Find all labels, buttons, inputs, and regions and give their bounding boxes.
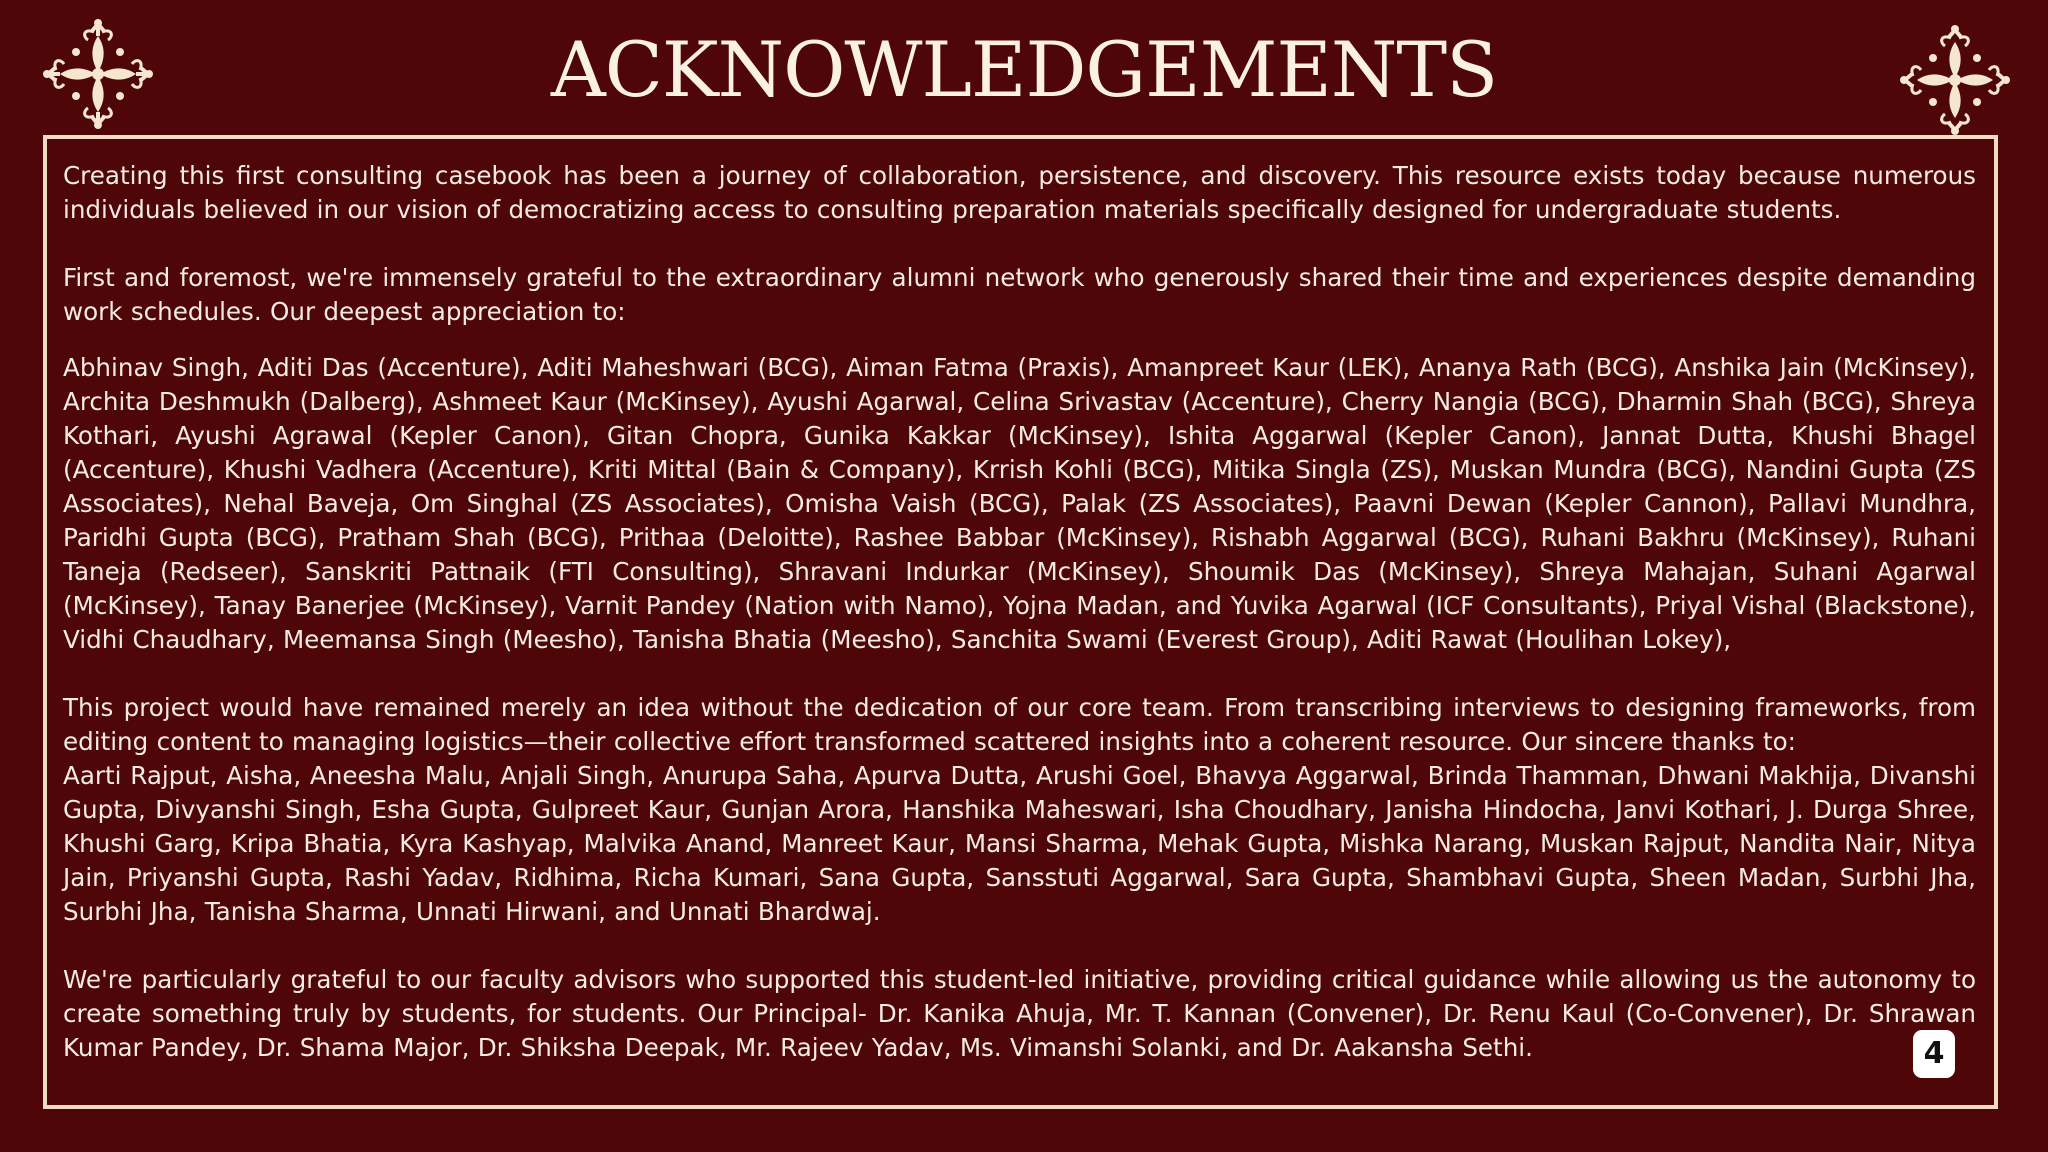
page-title: ACKNOWLEDGEMENTS xyxy=(550,25,1498,114)
page-number-badge: 4 xyxy=(1913,1030,1955,1078)
acknowledgements-body xyxy=(63,159,1976,1065)
alumni-intro-paragraph: First and foremost, we're immensely grateful to the extraordinary alumni network who generously shared their time and experiences despite demanding work schedules. Our deepest appreciation to: xyxy=(63,263,1976,326)
team-list-paragraph: Aarti Rajput, Aisha, Aneesha Malu, Anjali Singh, Anurupa Saha, Apurva Dutta, Arushi Goel, Bhavya Aggarwal, Brinda Thamman, Dhwani Makhija, Divanshi Gupta, Divyanshi Singh, Esha Gupta, Gulpreet Kaur, Gunjan Arora, Hanshika Maheswari, Isha Choudhary, Janisha Hindocha, Janvi Kothari, J. Durga Shree, Khushi Garg, Kripa Bhatia, Kyra Kashyap, Malvika Anand, Manreet Kaur, Mansi Sharma, Mehak Gupta, Mishka Narang, Muskan Rajput, Nandita Nair, Nitya Jain, Priyanshi Gupta, Rashi Yadav, Ridhima, Richa Kumari, Sana Gupta, Sansstuti Aggarwal, Sara Gupta, Shambhavi Gupta, Sheen Madan, Surbhi Jha, Surbhi Jha, Tanisha Sharma, Unnati Hirwani, and Unnati Bhardwaj. xyxy=(63,761,1976,926)
alumni-list-paragraph: Abhinav Singh, Aditi Das (Accenture), Aditi Maheshwari (BCG), Aiman Fatma (Praxis), Amanpreet Kaur (LEK), Ananya Rath (BCG), Anshika Jain (McKinsey), Archita Deshmukh (Dalberg), Ashmeet Kaur (McKinsey), Ayushi Agarwal, Celina Srivastav (Accenture), Cherry Nangia (BCG), Dharmin Shah (BCG), Shreya Kothari, Ayushi Agrawal (Kepler Canon), Gitan Chopra, Gunika Kakkar (McKinsey), Ishita Aggarwal (Kepler Canon), Jannat Dutta, Khushi Bhagel (Accenture), Khushi Vadhera (Accenture), Kriti Mittal (Bain & Company), Krrish Kohli (BCG), Mitika Singla (ZS), Muskan Mundra (BCG), Nandini Gupta (ZS Associates), Nehal Baveja, Om Singhal (ZS Associates), Omisha Vaish (BCG), Palak (ZS Associates), Paavni Dewan (Kepler Cannon), Pallavi Mundhra, Paridhi Gupta (BCG), Pratham Shah (BCG), Prithaa (Deloitte), Rashee Babbar (McKinsey), Rishabh Aggarwal (BCG), Ruhani Bakhru (McKinsey), Ruhani Taneja (Redseer), Sanskriti Pattnaik (FTI Consulting), Shravani Indurkar (McKinsey), Shoumik Das (McKinsey), Shreya Mahajan, Suhani Agarwal (McKinsey), Tanay Banerjee (McKinsey), Varnit Pandey (Nation with Namo), Yojna Madan, and Yuvika Agarwal (ICF Consultants), Priyal Vishal (Blackstone), Vidhi Chaudhary, Meemansa Singh (Meesho), Tanisha Bhatia (Meesho), Sanchita Swami (Everest Group), Aditi Rawat (Houlihan Lokey), xyxy=(63,353,1976,654)
faculty-paragraph: We're particularly grateful to our faculty advisors who supported this student-led initiative, providing critical guidance while allowing us the autonomy to create something truly by students, for students. Our Principal- Dr. Kanika Ahuja, Mr. T. Kannan (Convener), Dr. Renu Kaul (Co-Convener), Dr. Shrawan Kumar Pandey, Dr. Shama Major, Dr. Shiksha Deepak, Mr. Rajeev Yadav, Ms. Vimanshi Solanki, and Dr. Aakansha Sethi. xyxy=(63,965,1976,1062)
team-intro-paragraph: This project would have remained merely an idea without the dedication of our core team. From transcribing interviews to designing frameworks, from editing content to managing logistics—their collective effort transformed scattered insights into a coherent resource. Our sincere thanks to: xyxy=(63,693,1976,756)
intro-paragraph: Creating this first consulting casebook has been a journey of collaboration, persistence, and discovery. This resource exists today because numerous individuals believed in our vision of democratizing access to consulting preparation materials specifically designed for undergraduate students. xyxy=(63,161,1976,224)
